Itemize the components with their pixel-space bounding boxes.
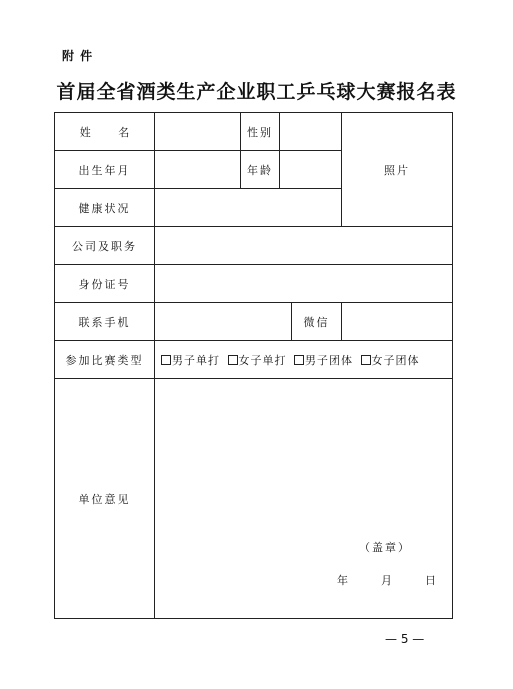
event-option-womens-team[interactable]: 女子团体 [361,354,420,367]
health-field[interactable] [155,189,342,227]
checkbox-icon[interactable] [161,355,171,365]
page-title: 首届全省酒类生产企业职工乒乓球大赛报名表 [56,81,457,103]
checkbox-icon[interactable] [294,355,304,365]
opinion-field[interactable] [155,379,453,619]
checkbox-icon[interactable] [361,355,371,365]
age-label: 年龄 [241,151,280,189]
gender-label: 性别 [241,113,280,151]
attachment-label: 附 件 [62,49,94,63]
page-number: — 5 — [385,632,425,646]
registration-form-table [54,112,453,619]
birth-label: 出生年月 [55,151,155,189]
phone-field[interactable] [155,303,292,341]
company-field[interactable] [155,227,453,265]
age-field[interactable] [280,151,342,189]
birth-field[interactable] [155,151,241,189]
id-number-field[interactable] [155,265,453,303]
name-label: 姓 名 [55,113,155,151]
name-field[interactable] [155,113,241,151]
wechat-field[interactable] [342,303,453,341]
health-label: 健康状况 [55,189,155,227]
gender-field[interactable] [280,113,342,151]
event-option-mens-singles[interactable]: 男子单打 [161,354,220,367]
opinion-label: 单位意见 [55,379,155,619]
checkbox-icon[interactable] [228,355,238,365]
event-option-womens-singles[interactable]: 女子单打 [228,354,287,367]
event-type-options [155,341,453,379]
seal-text: （盖章） [359,541,411,554]
phone-label: 联系手机 [55,303,155,341]
company-label: 公司及职务 [55,227,155,265]
wechat-label: 微信 [292,303,342,341]
photo-box: 照片 [342,113,453,227]
event-type-label: 参加比赛类型 [55,341,155,379]
event-option-mens-team[interactable]: 男子团体 [294,354,353,367]
id-number-label: 身份证号 [55,265,155,303]
date-line: 年 月 日 [337,574,436,587]
